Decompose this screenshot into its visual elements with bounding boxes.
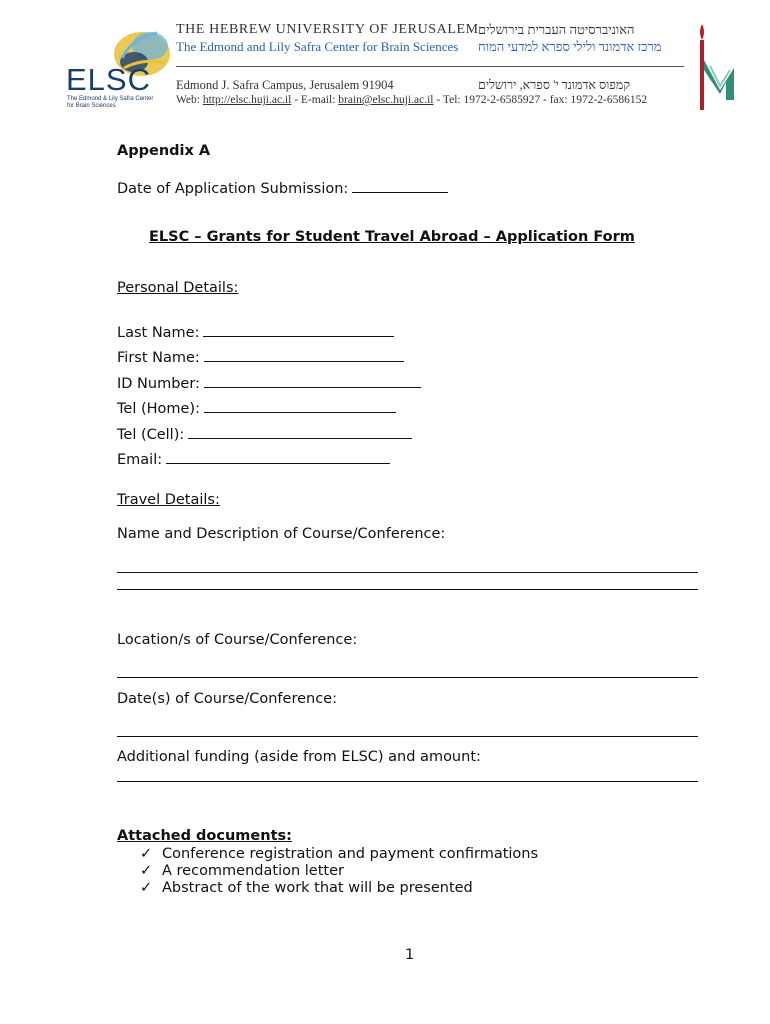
travel-details-heading: Travel Details:	[117, 492, 220, 508]
first-name-label: First Name:	[117, 350, 200, 366]
dates-line[interactable]	[117, 736, 698, 737]
course-description-line-1[interactable]	[117, 572, 698, 573]
email-field-label: Email:	[117, 452, 163, 468]
attached-documents-heading: Attached documents:	[117, 828, 292, 844]
check-icon: ✓	[140, 863, 153, 879]
website-link[interactable]: http://elsc.huji.ac.il	[202, 94, 292, 106]
attached-item	[140, 863, 344, 879]
university-name-he: האוניברסיטה העברית בירושלים	[478, 22, 635, 37]
funding-line[interactable]	[117, 781, 698, 782]
form-title: ELSC – Grants for Student Travel Abroad – Application Form	[149, 229, 635, 245]
course-description-label: Name and Description of Course/Conference:	[117, 526, 446, 542]
contact-line	[176, 94, 647, 106]
location-line[interactable]	[117, 677, 698, 678]
first-name-field[interactable]	[204, 347, 404, 362]
email-link[interactable]: brain@elsc.huji.ac.il	[338, 94, 434, 106]
elsc-logo-text: ELSC	[66, 62, 151, 97]
tel-cell-row	[117, 424, 412, 443]
web-label: Web:	[176, 94, 200, 106]
tel-home-row	[117, 398, 396, 417]
tel-home-field[interactable]	[204, 398, 396, 413]
submission-date-row	[117, 178, 448, 197]
course-description-line-2[interactable]	[117, 589, 698, 590]
last-name-label: Last Name:	[117, 325, 200, 341]
email-label: - E-mail:	[294, 94, 336, 106]
first-name-row	[117, 347, 404, 366]
appendix-label: Appendix A	[117, 143, 211, 159]
last-name-row	[117, 322, 394, 341]
funding-label: Additional funding (aside from ELSC) and amount:	[117, 749, 481, 765]
dates-label: Date(s) of Course/Conference:	[117, 691, 337, 707]
page-number: 1	[405, 947, 415, 963]
id-number-row	[117, 373, 421, 392]
campus-address-en: Edmond J. Safra Campus, Jerusalem 91904	[176, 78, 394, 92]
email-row	[117, 449, 390, 468]
tel-home-label: Tel (Home):	[117, 401, 200, 417]
attached-item	[140, 880, 473, 896]
campus-address-he: קמפוס אדמונד י' ספרא, ירושלים	[478, 78, 631, 92]
attached-item-label: Conference registration and payment confirmations	[162, 846, 539, 862]
email-field[interactable]	[166, 449, 390, 464]
submission-date-field[interactable]	[352, 178, 448, 193]
location-label: Location/s of Course/Conference:	[117, 632, 358, 648]
attached-item	[140, 846, 538, 862]
hebrew-university-logo-icon	[690, 20, 740, 110]
attached-item-label: A recommendation letter	[162, 863, 344, 879]
phone-fax: - Tel: 1972-2-6585927 - fax: 1972-2-6586152	[436, 94, 648, 106]
submission-date-label: Date of Application Submission:	[117, 181, 349, 197]
elsc-logo-subtitle: The Edmond & Lily Safra Center for Brain Sciences	[67, 96, 154, 109]
id-number-field[interactable]	[204, 373, 421, 388]
tel-cell-label: Tel (Cell):	[117, 427, 185, 443]
header-divider	[176, 66, 684, 67]
attached-item-label: Abstract of the work that will be presented	[162, 880, 473, 896]
check-icon: ✓	[140, 846, 153, 862]
last-name-field[interactable]	[203, 322, 394, 337]
tel-cell-field[interactable]	[188, 424, 412, 439]
center-name-he: מרכז אדמונד ולילי ספרא למדעי המוח	[478, 39, 662, 54]
personal-details-heading: Personal Details:	[117, 280, 239, 296]
letterhead	[0, 0, 770, 118]
check-icon: ✓	[140, 880, 153, 896]
id-number-label: ID Number:	[117, 376, 200, 392]
center-name-en: The Edmond and Lily Safra Center for Brain Sciences	[176, 39, 459, 54]
university-name-en: THE HEBREW UNIVERSITY OF JERUSALEM	[176, 22, 479, 37]
